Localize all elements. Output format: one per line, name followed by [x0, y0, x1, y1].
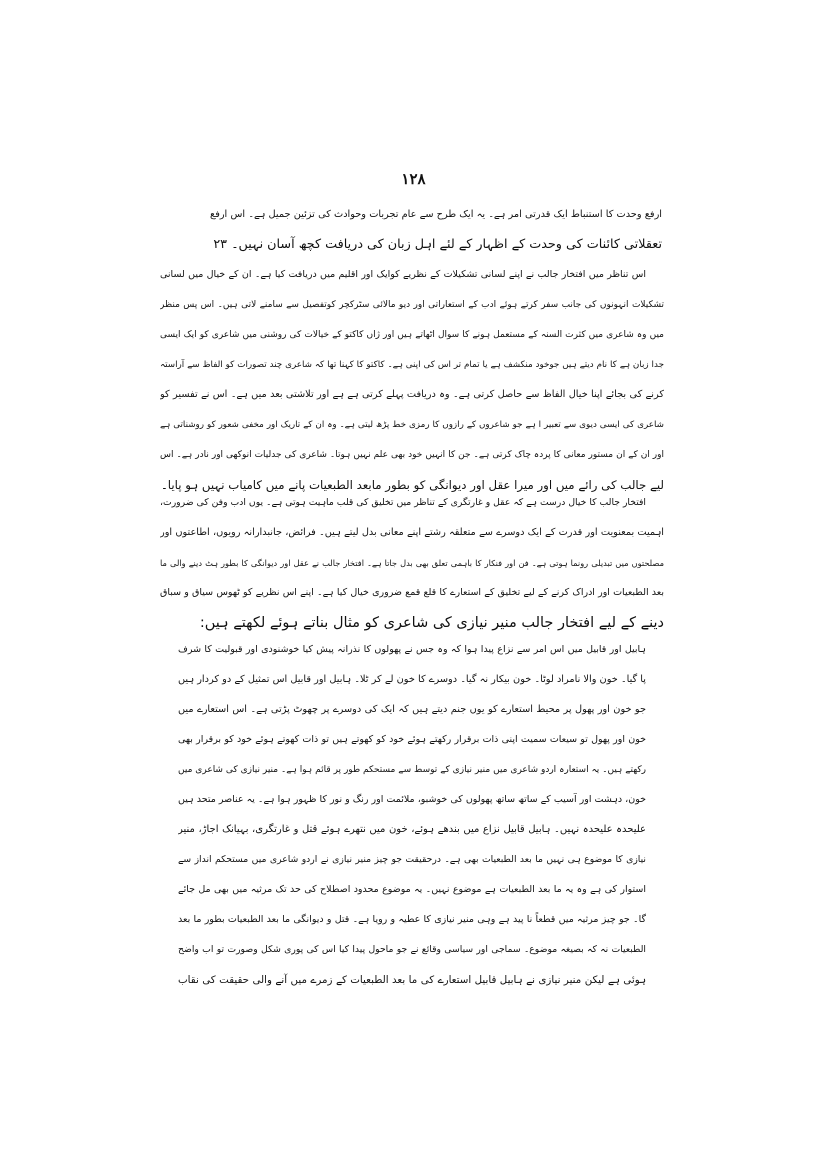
text-line: ہوئی ہے لیکن منیر نیازی نے ہابیل قابیل استعارے کی ما بعد الطبعیات کے زمرے میں آنے والی حقیقت کی نقاب — [178, 974, 646, 986]
paragraph-1 — [160, 260, 664, 500]
text-line: شاعری کی ایسی دیوی سے تعبیر ا ہے جو شاعروں کے رازوں کا رمزی خط پڑھ لیتی ہے۔ وہ ان کے تاریک اور مخفی شعور کو روشناتی ہے — [160, 420, 664, 430]
text-line: افتخار جالب کا خیال درست ہے کہ عقل و غارتگری کے تناظر میں تخلیق کی قلب ماہیت ہوتی ہے۔ یوں ادب وفن کی ضرورت، — [160, 497, 646, 508]
text-line: الطبعیات نہ کہ بصیغہ موضوع۔ سماجی اور سیاسی وقائع نے جو ماحول پیدا کیا اس کی پوری شکل وصورت تو اب واضح — [178, 944, 646, 955]
text-line: اور ان کے ان مستور معانی کا پردہ چاک کرتی ہے۔ جن کا انہیں خود بھی علم نہیں ہوتا۔ شاعری کی جدلیات انوکھی اور نادر ہے۔ اس — [160, 450, 664, 460]
text-line: جو خون اور پھول پر محیط استعارے کو یوں جنم دیتے ہیں کہ ایک کی دوسرے پر چھوٹ پڑتی ہے۔ اس استعارے میں — [178, 704, 646, 715]
text-line: خون، دہشت اور آسیب کے ساتھ ساتھ پھولوں کی خوشبو، ملائمت اور رنگ و نور کا ظہور ہوا ہے۔ یہ عناصر متحد ہیں — [178, 794, 646, 805]
text-line: پا گیا۔ خون والا نامراد لوٹا۔ خون بیکار نہ گیا۔ دوسرے کا خون لے کر ٹلا۔ ہابیل اور قابیل اس تمثیل کے دو کردار ہیں — [178, 674, 646, 685]
text-line: دینے کے لیے افتخار جالب منیر نیازی کی شاعری کو مثال بناتے ہوئے لکھتے ہیں: — [199, 615, 664, 631]
text-line: خون اور پھول تو سیعات سمیت اپنی ذات برقرار رکھتے ہوئے خود کو کھوتے ہیں تو ذات کھوتے ہوئے خود کو برقرار بھی — [178, 734, 646, 745]
text-line: کرنے کی بجائے اپنا خیال الفاظ سے حاصل کرتی ہے۔ وہ دریافت پہلے کرتی ہے ہے اور تلاشتی بعد میں ہے۔ اس نے تفسیر کو — [160, 389, 664, 400]
text-line: جدا زبان ہے کا نام دیتے ہیں جوخود منکشف ہے یا تمام تر اس کی اپنی ہے۔ کاکتو کا کہنا تھا کہ شاعری چند تصورات کو الفاظ سے آراستہ — [160, 360, 664, 370]
text-line: علیحدہ علیحدہ نہیں۔ ہابیل قابیل نزاع میں بندھے ہوئے، خون میں نتھرے ہوئے قتل و غارتگری، بہیانک اجاڑ، منیر — [178, 824, 646, 835]
page-number: ۱۲۸ — [401, 170, 426, 188]
text-line: ارفع وحدت کا استنباط ایک قدرتی امر ہے۔ یہ ایک طرح سے عام تجربات وحوادث کی تزئین جمیل ہے۔ اس ارفع — [210, 209, 662, 220]
paragraph-2 — [160, 488, 664, 638]
text-line: اہمیت بمعنویت اور قدرت کے ایک دوسرے سے متعلقہ رشتے اپنے معانی بدل لیتے ہیں۔ فرائض، جانبدارانہ رویوں، اطاعتوں اور — [160, 527, 664, 538]
text-line: لیے جالب کی رائے میں اور میرا عقل اور دیوانگی کو بطور مابعد الطبعیات پانے میں کامیاب نہیں ہو پایا۔ — [160, 478, 664, 492]
text-line: مصلحتوں میں تبدیلی رونما ہوتی ہے۔ فن اور فنکار کا باہمی تعلق بھی بدل جاتا ہے۔ افتخار جالب نے عقل اور دیوانگی کا بطور ہٹ دینے والی ما — [160, 558, 664, 568]
block-quote-1 — [210, 200, 662, 260]
text-line: تعقلاتی کائنات کی وحدت کے اظہار کے لئے اہل زبان کی دریافت کچھ آسان نہیں۔ ۲۳ — [213, 237, 662, 252]
text-line: ہابیل اور قابیل میں اس امر سے نزاع پیدا ہوا کہ وہ جس نے پھولوں کا نذرانہ پیش کیا خوشنودی اور قبولیت کا شرف — [178, 644, 646, 655]
block-quote-2 — [178, 635, 646, 995]
text-line: اس تناظر میں افتخار جالب نے اپنے لسانی تشکیلات کے نظریے کوایک اور اقلیم میں دریافت کیا ہے۔ ان کے خیال میں لسانی — [160, 269, 646, 280]
text-line: نیازی کا موضوع ہی نہیں ما بعد الطبعیات بھی ہے۔ درحقیقت جو چیز منیر نیازی نے اردو شاعری میں مستحکم انداز سے — [178, 854, 646, 865]
text-line: تشکیلات انہونوں کی جانب سفر کرتے ہوئے ادب کے استعاراتی اور دیو مالائی سٹرکچر کوتفصیل سے سامنے لاتی ہیں۔ اس پس منظر — [160, 300, 664, 310]
text-line: استوار کی ہے وہ یہ ما بعد الطبعیات ہے موضوع نہیں۔ یہ موضوع محدود اصطلاح کی حد تک مرثیہ میں بھی مل جائے — [178, 884, 646, 895]
text-line: گا۔ جو چیز مرثیہ میں قطعاً نا پید ہے وہی منیر نیازی کا عطیہ و رویا ہے۔ قتل و دیوانگی ما بعد الطبعیات بطور ما بعد — [178, 914, 646, 925]
text-line: بعد الطبعیات اور ادراک کرنے کے لیے تخلیق کے استعارے کا قلع قمع ضروری خیال کیا ہے۔ اپنے اس نظریے کو ٹھوس سیاق و سباق — [160, 587, 664, 598]
text-line: میں وہ شاعری میں کثرت السنہ کے مستعمل ہونے کا سوال اٹھاتے ہیں اور ژاں کاکتو کے خیالات کی روشنی میں شاعری کو ایک ایسی — [160, 330, 664, 340]
text-line: رکھتے ہیں۔ یہ استعارہ اردو شاعری میں منیر نیازی کے توسط سے مستحکم طور پر قائم ہوا ہے۔ منیر نیازی کی شاعری میں — [178, 765, 646, 775]
